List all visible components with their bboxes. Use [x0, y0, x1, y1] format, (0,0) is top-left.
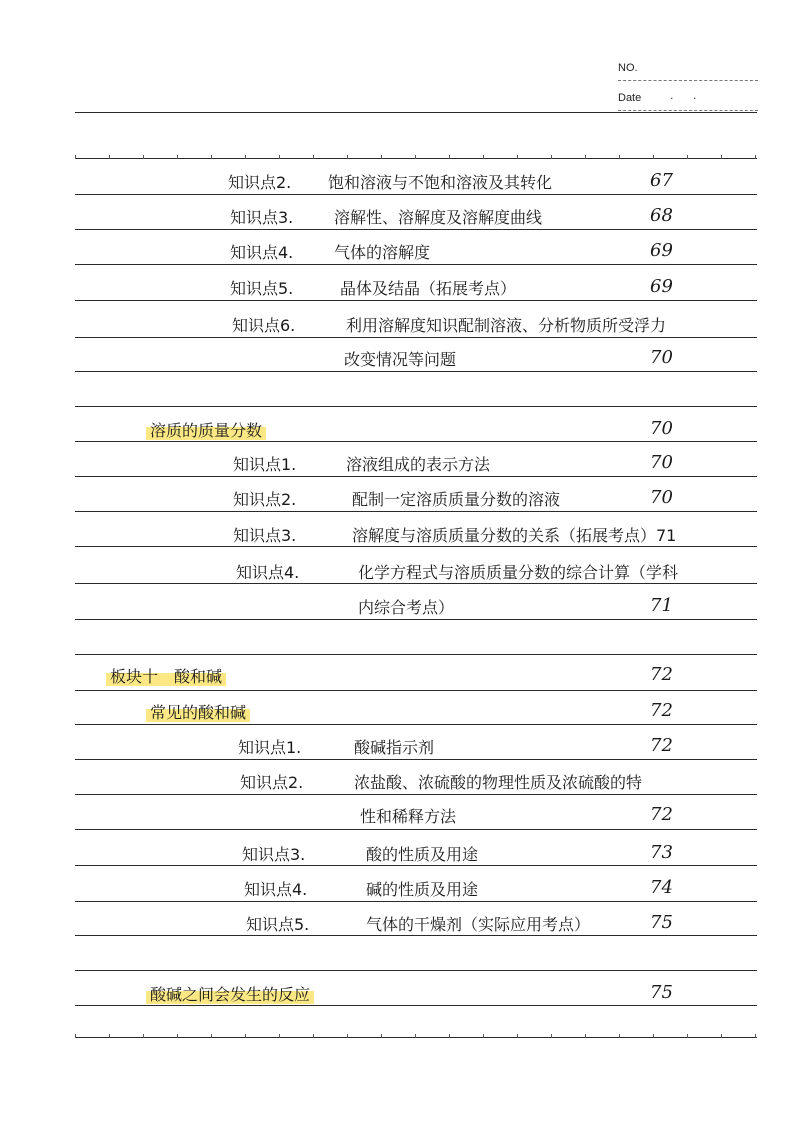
- tick-mark: [653, 155, 654, 159]
- tick-mark: [109, 1034, 110, 1038]
- toc-entry: [0, 877, 800, 907]
- entry-title: 配制一定溶质质量分数的溶液: [352, 490, 561, 509]
- entry-label: 知识点1.: [233, 455, 297, 474]
- entry-label: 知识点4.: [230, 243, 294, 262]
- tick-mark: [211, 1034, 212, 1038]
- tick-mark: [687, 1034, 688, 1038]
- ruled-line: [75, 112, 757, 113]
- toc-entry: [0, 240, 800, 270]
- entry-page: 71: [650, 595, 673, 616]
- entry-label: 知识点4.: [236, 563, 300, 582]
- tick-mark: [483, 1034, 484, 1038]
- entry-label: 知识点2.: [240, 773, 304, 792]
- toc-entry: [0, 912, 800, 942]
- entry-page: 75: [650, 912, 673, 933]
- entry-label: 知识点2.: [233, 490, 297, 509]
- tick-mark: [143, 1034, 144, 1038]
- tick-mark: [483, 155, 484, 159]
- tick-mark: [755, 155, 756, 159]
- ruled-line: [75, 970, 757, 971]
- tick-mark: [279, 1034, 280, 1038]
- entry-page: 70: [650, 487, 673, 508]
- tick-mark: [721, 1034, 722, 1038]
- tick-mark: [347, 155, 348, 159]
- entry-page: 72: [650, 664, 673, 685]
- tick-mark: [177, 155, 178, 159]
- section-title: 溶质的质量分数: [146, 418, 266, 441]
- section-title: 酸碱之间会发生的反应: [146, 982, 314, 1005]
- entry-page: 74: [650, 877, 673, 898]
- entry-title: 利用溶解度知识配制溶液、分析物质所受浮力: [346, 316, 667, 335]
- tick-mark: [75, 155, 76, 159]
- toc-entry: [0, 842, 800, 872]
- tick-mark: [109, 155, 110, 159]
- toc-entry: [0, 205, 800, 235]
- entry-title: 气体的干燥剂（实际应用考点）: [366, 915, 591, 934]
- number-line: [618, 80, 758, 81]
- entry-title: 酸碱指示剂: [354, 738, 435, 757]
- toc-entry-continued: [0, 804, 800, 834]
- tick-mark: [653, 1034, 654, 1038]
- entry-page: 69: [650, 276, 673, 297]
- number-label: NO.: [618, 62, 638, 74]
- entry-label: 知识点5.: [230, 279, 294, 298]
- entry-page: 72: [650, 700, 673, 721]
- toc-entry-continued: [0, 595, 800, 625]
- entry-label: 知识点4.: [244, 880, 308, 899]
- toc-entry: [0, 487, 800, 517]
- entry-title: 酸的性质及用途: [366, 845, 479, 864]
- entry-title: 气体的溶解度: [334, 243, 431, 262]
- entry-page: 67: [650, 170, 673, 191]
- entry-label: 知识点3.: [242, 845, 306, 864]
- tick-mark: [551, 155, 552, 159]
- section-title: 常见的酸和碱: [146, 700, 250, 723]
- tick-mark: [313, 1034, 314, 1038]
- entry-label: 知识点6.: [232, 316, 296, 335]
- entry-label: 知识点3.: [233, 526, 297, 545]
- entry-title: 饱和溶液与不饱和溶液及其转化: [328, 173, 553, 192]
- tick-mark: [177, 1034, 178, 1038]
- tick-mark: [415, 1034, 416, 1038]
- tick-mark: [381, 155, 382, 159]
- tick-mark: [75, 1034, 76, 1038]
- tick-mark: [245, 1034, 246, 1038]
- tick-mark: [755, 1034, 756, 1038]
- toc-entry: [0, 170, 800, 200]
- tick-mark: [381, 1034, 382, 1038]
- tick-mark: [585, 1034, 586, 1038]
- entry-title: 晶体及结晶（拓展考点）: [340, 279, 517, 298]
- date-label: Date: [618, 92, 642, 104]
- toc-entry: [0, 452, 800, 482]
- entry-page: 68: [650, 205, 673, 226]
- tick-mark: [449, 1034, 450, 1038]
- date-dots: · ·: [670, 92, 705, 105]
- tick-mark: [619, 1034, 620, 1038]
- toc-section: [0, 982, 800, 1012]
- entry-title: 内综合考点）: [358, 598, 455, 617]
- entry-page: 75: [650, 982, 673, 1003]
- toc-section: [0, 700, 800, 730]
- tick-mark: [517, 155, 518, 159]
- tick-mark: [551, 1034, 552, 1038]
- ruled-line-ticks: [75, 158, 757, 162]
- date-line: [618, 110, 758, 111]
- toc-entry-continued: [0, 347, 800, 377]
- entry-label: 知识点3.: [230, 208, 294, 227]
- toc-block: [0, 664, 800, 694]
- tick-mark: [721, 155, 722, 159]
- entry-label: 知识点1.: [238, 738, 302, 757]
- ruled-line: [75, 654, 757, 655]
- toc-entry: [0, 560, 800, 590]
- tick-mark: [245, 155, 246, 159]
- entry-page: 70: [650, 452, 673, 473]
- entry-title: 碱的性质及用途: [366, 880, 479, 899]
- entry-title: 改变情况等问题: [344, 350, 457, 369]
- tick-mark: [313, 155, 314, 159]
- block-title: 板块十 酸和碱: [106, 664, 226, 687]
- tick-mark: [279, 155, 280, 159]
- entry-title: 浓盐酸、浓硫酸的物理性质及浓硫酸的特: [354, 773, 643, 792]
- toc-entry: [0, 523, 800, 553]
- toc-entry: [0, 770, 800, 800]
- tick-mark: [619, 155, 620, 159]
- entry-title: 溶解度与溶质质量分数的关系（拓展考点）71: [352, 526, 677, 545]
- tick-mark: [517, 1034, 518, 1038]
- entry-title: 性和稀释方法: [360, 807, 457, 826]
- ruled-line-ticks: [75, 1037, 757, 1041]
- entry-page: 69: [650, 240, 673, 261]
- entry-label: 知识点2.: [228, 173, 292, 192]
- entry-page: 72: [650, 804, 673, 825]
- toc-entry: [0, 313, 800, 343]
- tick-mark: [347, 1034, 348, 1038]
- ruled-line: [75, 406, 757, 407]
- entry-page: 70: [650, 347, 673, 368]
- entry-title: 溶液组成的表示方法: [346, 455, 491, 474]
- entry-page: 72: [650, 735, 673, 756]
- tick-mark: [585, 155, 586, 159]
- tick-mark: [143, 155, 144, 159]
- toc-section: [0, 418, 800, 448]
- toc-entry: [0, 276, 800, 306]
- tick-mark: [687, 155, 688, 159]
- tick-mark: [449, 155, 450, 159]
- tick-mark: [415, 155, 416, 159]
- entry-page: 73: [650, 842, 673, 863]
- entry-label: 知识点5.: [246, 915, 310, 934]
- entry-page: 70: [650, 418, 673, 439]
- entry-title: 化学方程式与溶质质量分数的综合计算（学科: [358, 563, 679, 582]
- entry-title: 溶解性、溶解度及溶解度曲线: [334, 208, 543, 227]
- toc-entry: [0, 735, 800, 765]
- tick-mark: [211, 155, 212, 159]
